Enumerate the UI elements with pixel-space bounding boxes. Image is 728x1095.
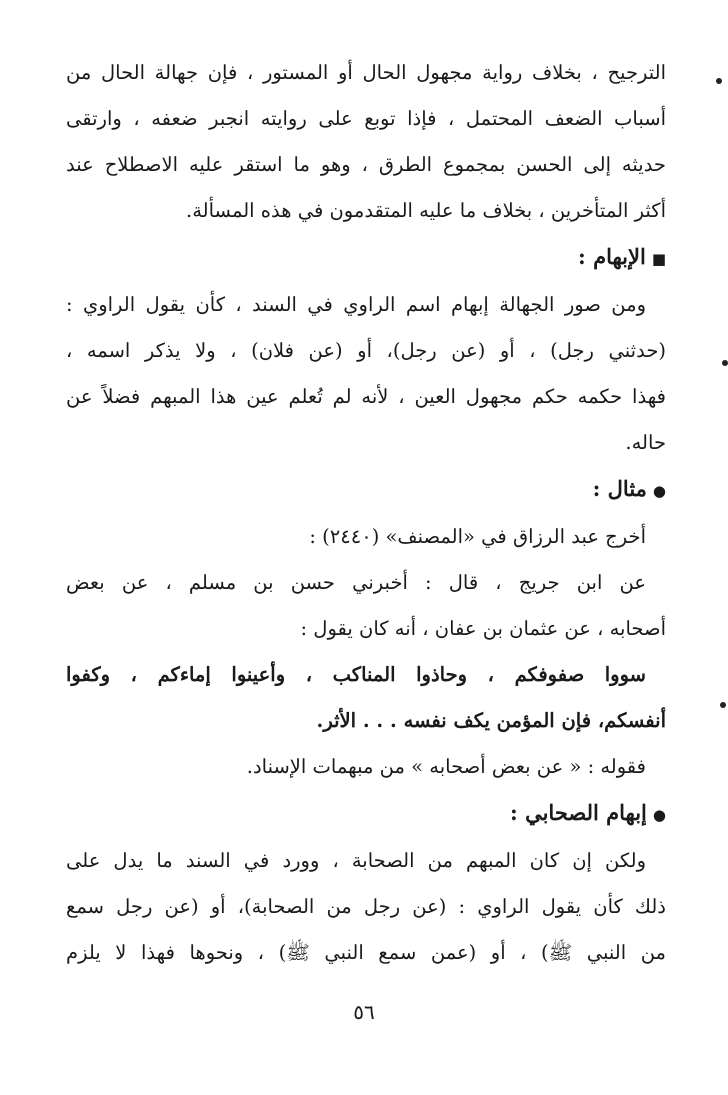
section-heading	[66, 478, 666, 502]
text-line: أسباب الضعف المحتمل ، فإذا توبع على روايته انجبر ضعفه ، وارتقى	[66, 107, 666, 130]
square-bullet-icon: ■	[651, 250, 666, 268]
text-line: من النبي ﷺ) ، أو (عمن سمع النبي ﷺ) ، ونحوها فهذا لا يلزم	[66, 941, 666, 964]
margin-dot-middle	[722, 360, 728, 366]
text-line: حديثه إلى الحسن بمجموع الطرق ، وهو ما استقر عليه الاصطلاح عند	[66, 153, 666, 176]
heading-text: الإبهام :	[578, 244, 646, 269]
text-line: سووا صفوفكم ، وحاذوا المناكب ، وأعينوا إماءكم ، وكفوا	[66, 663, 646, 686]
section-heading	[66, 802, 666, 826]
text-line: الترجيح ، بخلاف رواية مجهول الحال أو المستور ، فإن جهالة الحال من	[66, 61, 666, 84]
section-heading	[66, 246, 666, 270]
margin-dot-top	[716, 78, 722, 84]
text-line: حاله.	[625, 431, 666, 454]
heading-text: مثال :	[592, 476, 647, 501]
text-line: (حدثني رجل) ، أو (عن رجل)، أو (عن فلان) ، ولا يذكر اسمه ،	[66, 339, 666, 362]
text-line: ولكن إن كان المبهم من الصحابة ، وورد في السند ما يدل على	[66, 849, 646, 872]
dot-bullet-icon: ●	[652, 806, 666, 824]
page-body	[66, 62, 666, 988]
text-line: أنفسكم، فإن المؤمن يكف نفسه . . . الأثر.	[316, 709, 666, 732]
dot-bullet-icon: ●	[652, 482, 666, 500]
text-line: أكثر المتأخرين ، بخلاف ما عليه المتقدمون في هذه المسألة.	[186, 199, 666, 222]
text-line: فقوله : « عن بعض أصحابه » من مبهمات الإسناد.	[246, 755, 646, 778]
text-line: أصحابه ، عن عثمان بن عفان ، أنه كان يقول :	[300, 617, 666, 640]
page-number: ٥٦	[353, 1000, 375, 1024]
text-line: فهذا حكمه حكم مجهول العين ، لأنه لم تُعلم عين هذا المبهم فضلاً عن	[66, 385, 666, 408]
text-line: ذلك كأن يقول الراوي : (عن رجل من الصحابة)، أو (عن رجل سمع	[66, 895, 666, 918]
text-line: عن ابن جريج ، قال : أخبرني حسن بن مسلم ، عن بعض	[66, 571, 646, 594]
text-line: ومن صور الجهالة إبهام اسم الراوي في السند ، كأن يقول الراوي :	[66, 293, 646, 316]
margin-dot-lower	[720, 702, 726, 708]
text-line: أخرج عبد الرزاق في «المصنف» (٢٤٤٠) :	[309, 525, 646, 548]
heading-text: إبهام الصحابي :	[510, 800, 647, 825]
